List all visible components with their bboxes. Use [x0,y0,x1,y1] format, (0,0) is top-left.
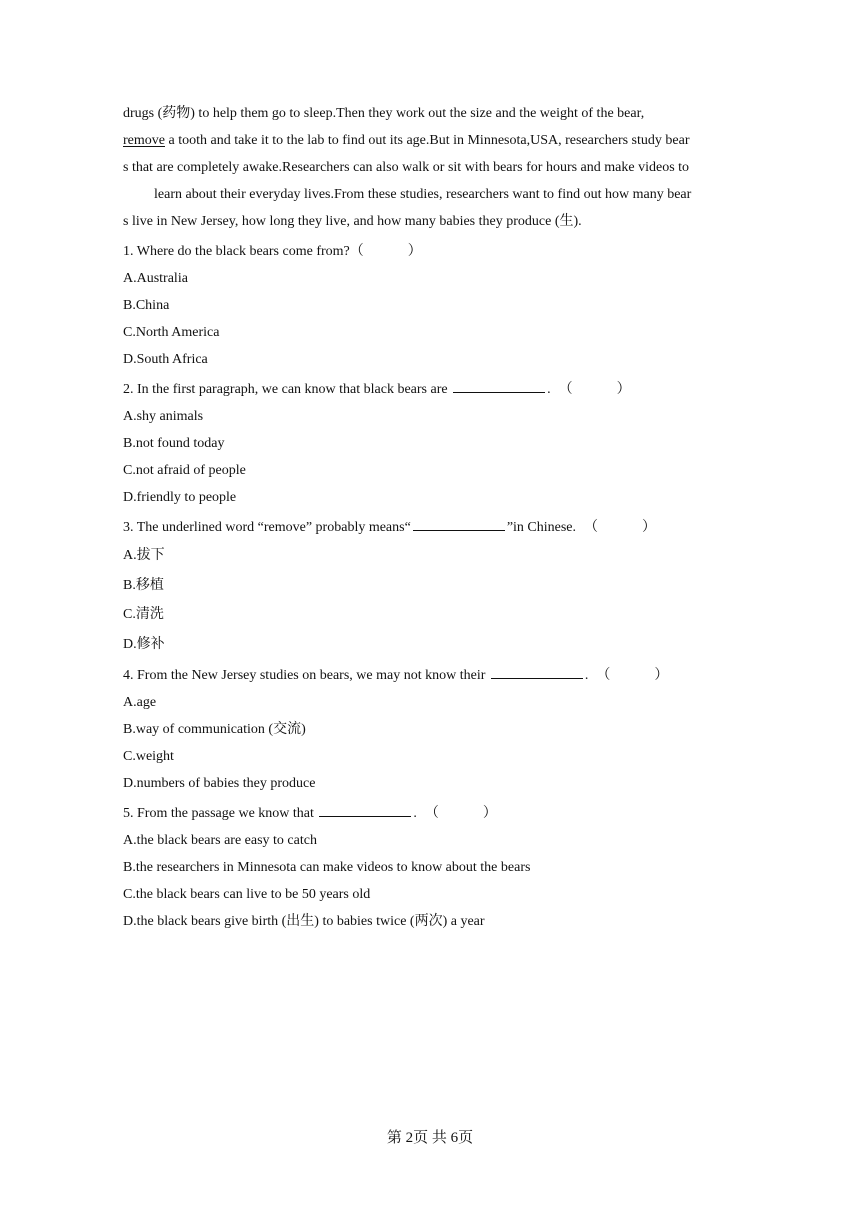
option-b: B.way of communication (交流) [123,722,306,737]
option-d: D.South Africa [123,352,208,367]
paren-open: （ [424,806,439,821]
question-text: 5. From the passage we know that [123,806,318,821]
option-b: B.China [123,298,170,313]
question-3 [123,514,743,659]
option-b: B.the researchers in Minnesota can make videos to know about the bears [123,860,531,875]
option-d: D.the black bears give birth (出生) to babies twice (两次) a year [123,914,485,929]
option-c: C.清洗 [123,607,164,622]
question-5 [123,800,743,935]
option-d: D.numbers of babies they produce [123,776,316,791]
paren-close: ） [407,244,422,259]
question-stem [123,514,743,541]
paren-close: ） [654,668,669,683]
option-b: B.not found today [123,436,225,451]
answer-parentheses[interactable] [596,662,668,689]
question-1 [123,238,743,373]
passage-line: learn about their everyday lives.From these studies, researchers want to find out how many bear [154,187,692,202]
underlined-word-remove: remove [123,133,165,148]
question-text: 4. From the New Jersey studies on bears, we may not know their [123,668,489,683]
question-stem [123,662,743,689]
option-a: A.Australia [123,271,188,286]
option-d: D.修补 [123,636,165,652]
option-d: D.friendly to people [123,490,237,505]
paren-open: （ [349,244,364,259]
answer-parentheses[interactable] [584,514,656,541]
passage-line [123,127,743,154]
option-c: C.not afraid of people [123,463,246,478]
paren-close: ） [642,520,657,535]
page-footer: 第 2页 共 6页 [386,1130,474,1146]
answer-parentheses[interactable] [559,376,631,403]
question-text: 3. The underlined word “remove” probably means“ [123,520,411,535]
paren-open: （ [558,382,573,397]
question-text-end: . [547,382,551,397]
option-a: A.age [123,695,157,710]
question-text-end: . [413,806,417,821]
answer-parentheses[interactable] [425,800,497,827]
option-c: C.weight [123,749,174,764]
document-body [123,100,743,935]
passage-line: s live in New Jersey, how long they live, and how many babies they produce (生). [123,214,582,229]
paren-open: （ [584,520,599,535]
answer-blank[interactable] [413,516,505,531]
passage-line: drugs (药物) to help them go to sleep.Then they work out the size and the weight of the bear, [123,106,645,121]
answer-blank[interactable] [491,664,583,679]
question-text-end: . [584,668,589,683]
question-stem [123,376,743,403]
option-b: B.移植 [123,577,164,593]
question-stem [123,238,743,265]
paren-open: （ [596,668,611,683]
option-a: A.the black bears are easy to catch [123,833,317,848]
question-text: 2. In the first paragraph, we can know that black bears are [123,382,452,397]
question-4 [123,662,743,797]
paren-close: ） [616,382,631,397]
reading-passage [123,100,743,235]
question-stem [123,800,743,827]
question-text-end: ”in Chinese. [506,520,577,535]
option-a: A.拔下 [123,548,165,563]
passage-line: s that are completely awake.Researchers can also walk or sit with bears for hours and make videos to [123,160,690,175]
answer-blank[interactable] [319,802,411,817]
option-c: C.the black bears can live to be 50 years old [123,887,371,902]
answer-blank[interactable] [453,378,545,393]
question-text: 1. Where do the black bears come from? [123,244,350,259]
option-c: C.North America [123,325,220,340]
question-2 [123,376,743,511]
option-a: A.shy animals [123,409,204,424]
passage-line-text: a tooth and take it to the lab to find out its age.But in Minnesota,USA, researchers study bear [164,133,690,148]
answer-parentheses[interactable] [350,244,422,259]
paren-close: ） [482,806,497,821]
